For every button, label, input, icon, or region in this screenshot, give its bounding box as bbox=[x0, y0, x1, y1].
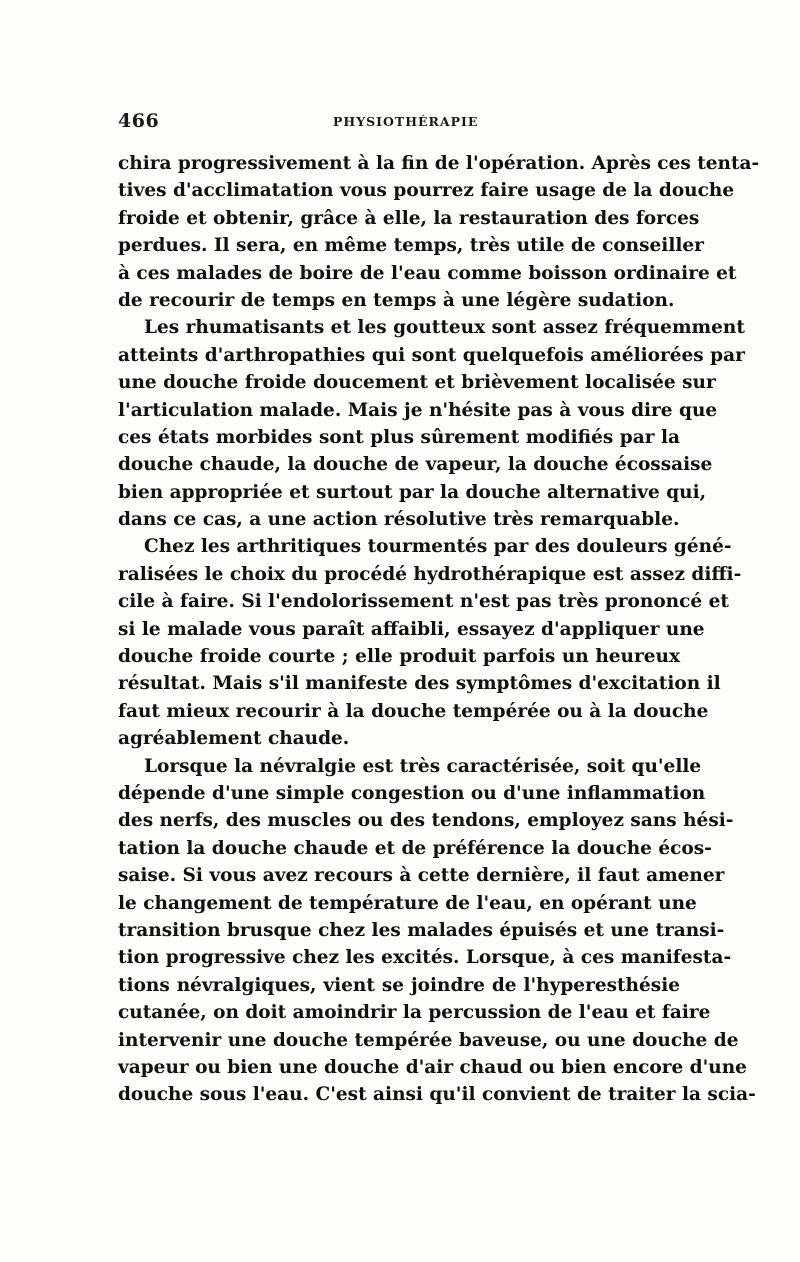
text-line: tives d'acclimatation vous pourrez faire usage de la douche bbox=[118, 180, 735, 202]
text-line: résultat. Mais s'il manifeste des symptômes d'excitation il bbox=[118, 673, 721, 695]
text-line: vapeur ou bien une douche d'air chaud ou bien encore d'une bbox=[118, 1056, 747, 1078]
text-line: Les rhumatisants et les goutteux sont assez fréquemment bbox=[144, 317, 745, 339]
text-line: douche sous l'eau. C'est ainsi qu'il convient de traiter la scia- bbox=[118, 1084, 756, 1106]
text-line: de recourir de temps en temps à une légère sudation. bbox=[118, 289, 675, 311]
text-line: si le malade vous paraît affaibli, essayez d'appliquer une bbox=[118, 618, 705, 640]
text-line: tion progressive chez les excités. Lorsque, à ces manifesta- bbox=[118, 947, 732, 969]
paragraph bbox=[118, 753, 756, 1109]
text-line: transition brusque chez les malades épuisés et une transi- bbox=[118, 919, 725, 941]
text-line: faut mieux recourir à la douche tempérée ou à la douche bbox=[118, 700, 709, 722]
text-line: bien appropriée et surtout par la douche alternative qui, bbox=[118, 481, 707, 503]
text-line: douche froide courte ; elle produit parfois un heureux bbox=[118, 646, 680, 668]
text-line: une douche froide doucement et brièvement localisée sur bbox=[118, 372, 716, 394]
text-line: saise. Si vous avez recours à cette dernière, il faut amener bbox=[118, 865, 725, 887]
body-text bbox=[118, 150, 760, 1109]
text-line: douche chaude, la douche de vapeur, la douche écossaise bbox=[118, 454, 713, 476]
text-line: dans ce cas, a une action résolutive très remarquable. bbox=[118, 509, 680, 531]
paragraph bbox=[118, 314, 745, 533]
text-line: à ces malades de boire de l'eau comme boisson ordinaire et bbox=[118, 262, 737, 284]
paragraph bbox=[118, 150, 760, 314]
page-header bbox=[118, 110, 680, 136]
text-line: le changement de température de l'eau, en opérant une bbox=[118, 892, 697, 914]
paragraph bbox=[118, 533, 742, 752]
text-line: ces états morbides sont plus sûrement modifiés par la bbox=[118, 426, 680, 448]
text-line: Lorsque la névralgie est très caractérisée, soit qu'elle bbox=[144, 755, 702, 777]
text-line: tation la douche chaude et de préférence la douche écos- bbox=[118, 837, 712, 859]
text-line: intervenir une douche tempérée baveuse, ou une douche de bbox=[118, 1029, 739, 1051]
text-line: tions névralgiques, vient se joindre de l'hyperesthésie bbox=[118, 974, 680, 996]
text-line: cutanée, on doit amoindrir la percussion de l'eau et faire bbox=[118, 1002, 711, 1024]
text-line: cile à faire. Si l'endolorissement n'est pas très prononcé et bbox=[118, 591, 729, 613]
text-line: dépende d'une simple congestion ou d'une inflammation bbox=[118, 782, 706, 804]
text-line: chira progressivement à la fin de l'opération. Après ces tenta- bbox=[118, 153, 760, 174]
page-number: 466 bbox=[118, 110, 160, 132]
text-line: agréablement chaude. bbox=[118, 728, 350, 750]
text-line: Chez les arthritiques tourmentés par des douleurs géné- bbox=[144, 536, 732, 558]
text-line: atteints d'arthropathies qui sont quelquefois améliorées par bbox=[118, 344, 745, 366]
text-line: des nerfs, des muscles ou des tendons, employez sans hési- bbox=[118, 810, 734, 832]
text-line: froide et obtenir, grâce à elle, la restauration des forces bbox=[118, 207, 700, 229]
text-line: perdues. Il sera, en même temps, très utile de conseiller bbox=[118, 235, 704, 257]
text-line: l'articulation malade. Mais je n'hésite pas à vous dire que bbox=[118, 399, 718, 421]
running-head: PHYSIOTHÉRAPIE bbox=[333, 114, 479, 129]
text-line: ralisées le choix du procédé hydrothérapique est assez diffi- bbox=[118, 563, 742, 585]
